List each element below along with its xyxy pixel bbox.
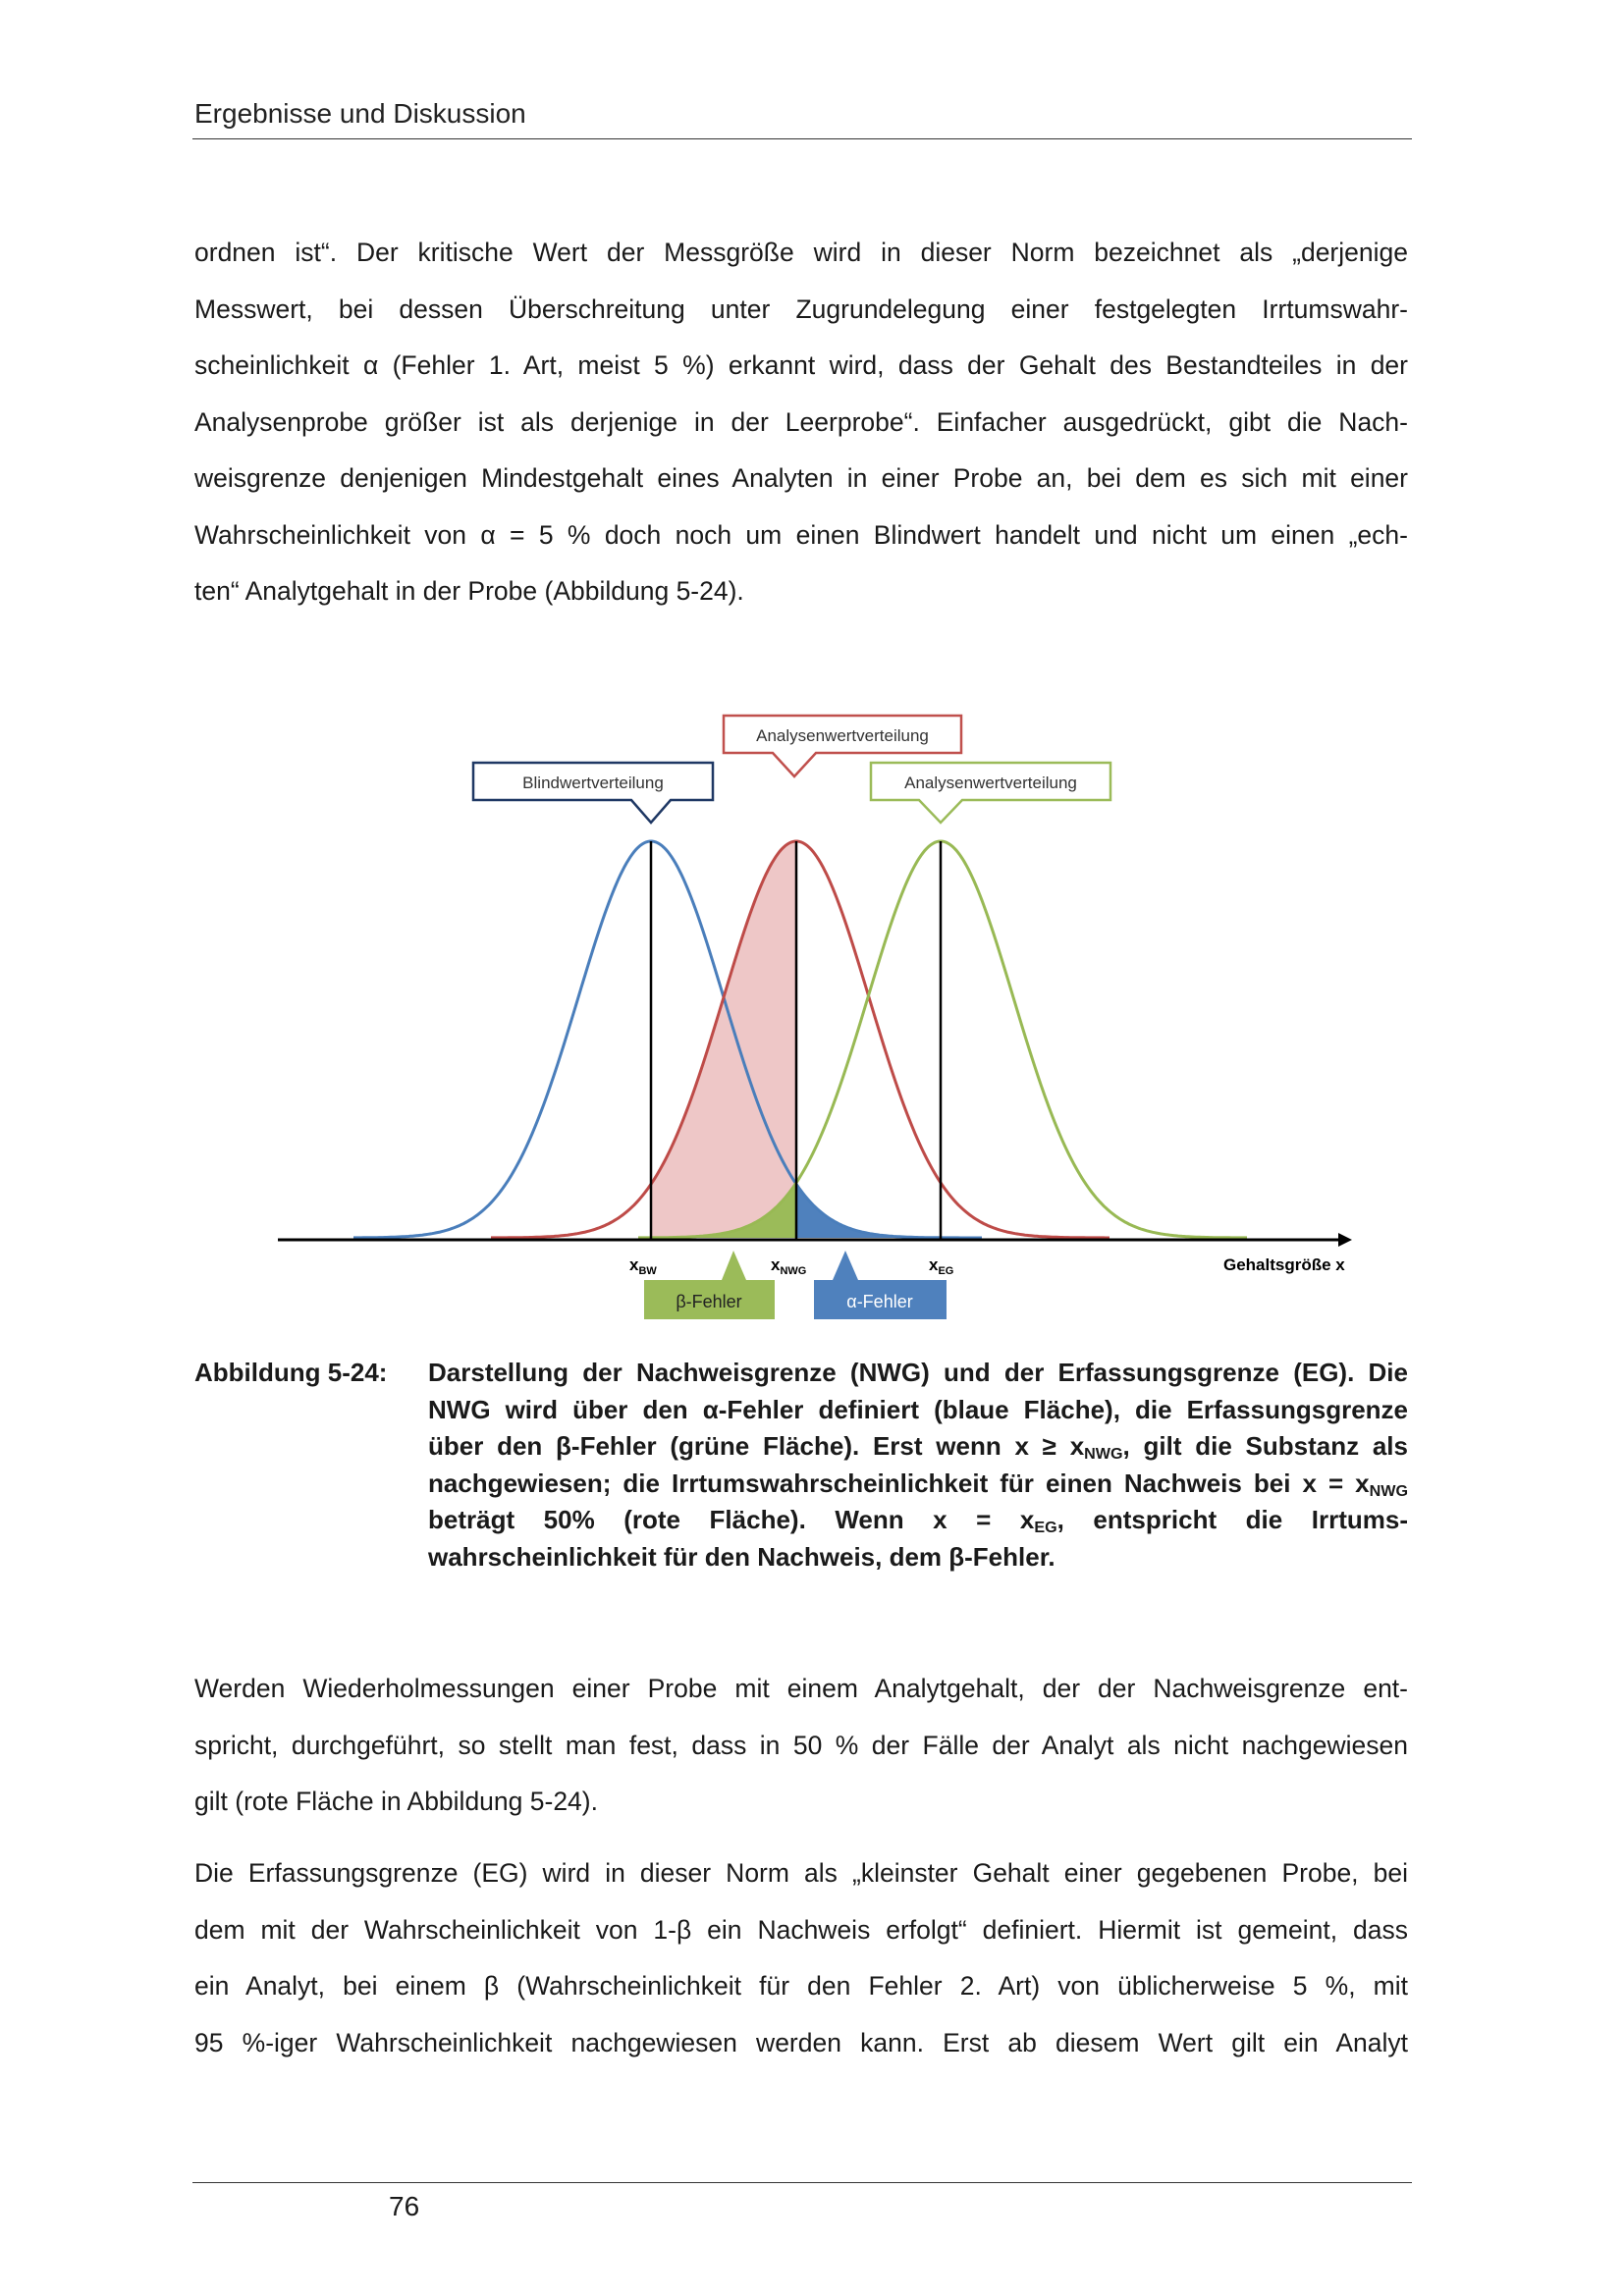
text-line: 95 %-iger Wahrscheinlichkeit nachgewiesen werden kann. Erst ab diesem Wert gilt ein Analyt [194, 2027, 1408, 2057]
text-line: gilt (rote Fläche in Abbildung 5-24). [194, 1787, 598, 1816]
alpha-error-label-box [814, 1251, 947, 1319]
text-line: Messwert, bei dessen Überschreitung unter Zugrundelegung einer festgelegten Irrtumswahr- [194, 294, 1408, 324]
beta-error-label-box [644, 1251, 775, 1319]
caption-line: nachgewiesen; die Irrtumswahrscheinlichkeit für einen Nachweis bei $x = x_{NWG}$ [428, 1468, 1408, 1500]
text-line: ein Analyt, bei einem β (Wahrscheinlichkeit für den Fehler 2. Art) von üblicherweise 5 %, mit [194, 1971, 1408, 2001]
caption-line: über den β-Fehler (grüne Fläche). Erst wenn $x \ge x_{NWG}$, gilt die Substanz als [428, 1431, 1408, 1464]
caption-label: Abbildung 5-24: [194, 1358, 388, 1387]
paragraph-repeat-measurements [194, 1661, 1408, 1831]
footer-rule [192, 2182, 1412, 2183]
distribution-curves [353, 841, 1247, 1238]
tick-label-xbw: $x_{BW}$ [629, 1255, 657, 1277]
text-line: Wahrscheinlichkeit von α = 5 % doch noch um einen Blindwert handelt und nicht um einen „ech- [194, 519, 1408, 550]
paragraph-detection-limit [194, 1845, 1408, 2071]
alpha-error-label: α-Fehler [846, 1292, 913, 1311]
caption-text [428, 1355, 1408, 1575]
callout-blank-label: Blindwertverteilung [522, 774, 664, 792]
text-line: Werden Wiederholmessungen einer Probe mit einem Analytgehalt, der der Nachweisgrenze ent- [194, 1674, 1408, 1703]
text-line: dem mit der Wahrscheinlichkeit von 1-β ein Nachweis erfolgt“ definiert. Hiermit ist gemeint, dass [194, 1914, 1408, 1945]
caption-line: beträgt 50% (rote Fläche). Wenn $x = x_{EG}$, entspricht die Irrtums- [428, 1505, 1408, 1537]
text-line: spricht, durchgeführt, so stellt man fest, dass in 50 % der Fälle der Analyt als nicht nachgewiesen [194, 1730, 1408, 1760]
red-area [651, 841, 796, 1238]
page-number: 76 [389, 2191, 420, 2221]
text-line: weisgrenze denjenigen Mindestgehalt eines Analyten in einer Probe an, bei dem es sich mit einer [194, 463, 1408, 493]
text-line: Die Erfassungsgrenze (EG) wird in dieser Norm als „kleinster Gehalt einer gegebenen Probe, bei [194, 1858, 1408, 1888]
running-header: Ergebnisse und Diskussion [194, 98, 526, 129]
x-axis-arrow-icon [1338, 1233, 1352, 1247]
x-axis-label: Gehaltsgröße x [1223, 1255, 1345, 1274]
callout-analysis-center-label: Analysenwertverteilung [756, 726, 929, 745]
text-line: Analysenprobe größer ist als derjenige in der Leerprobe“. Einfacher ausgedrückt, gibt die Nach- [194, 406, 1408, 437]
callout-blank-distribution [473, 763, 713, 823]
callout-analysis-right [871, 763, 1110, 823]
text-line: ten“ Analytgehalt in der Probe (Abbildung 5-24). [194, 576, 744, 606]
text-line: ordnen ist“. Der kritische Wert der Messgröße wird in dieser Norm bezeichnet als „derjenige [194, 238, 1408, 267]
caption-line: NWG wird über den α-Fehler definiert (blaue Fläche), die Erfassungsgrenze [428, 1394, 1408, 1424]
text-line: scheinlichkeit α (Fehler 1. Art, meist 5 %) erkannt wird, dass der Gehalt des Bestandteiles in der [194, 350, 1408, 380]
callout-analysis-right-label: Analysenwertverteilung [904, 774, 1077, 792]
tick-label-xeg: $x_{EG}$ [929, 1255, 954, 1277]
caption-line: Darstellung der Nachweisgrenze (NWG) und der Erfassungsgrenze (EG). Die [428, 1358, 1408, 1387]
caption-line: wahrscheinlichkeit für den Nachweis, dem β-Fehler. [428, 1541, 1056, 1572]
tick-label-xnwg: $x_{NWG}$ [771, 1255, 807, 1277]
beta-error-label: β-Fehler [676, 1292, 742, 1311]
